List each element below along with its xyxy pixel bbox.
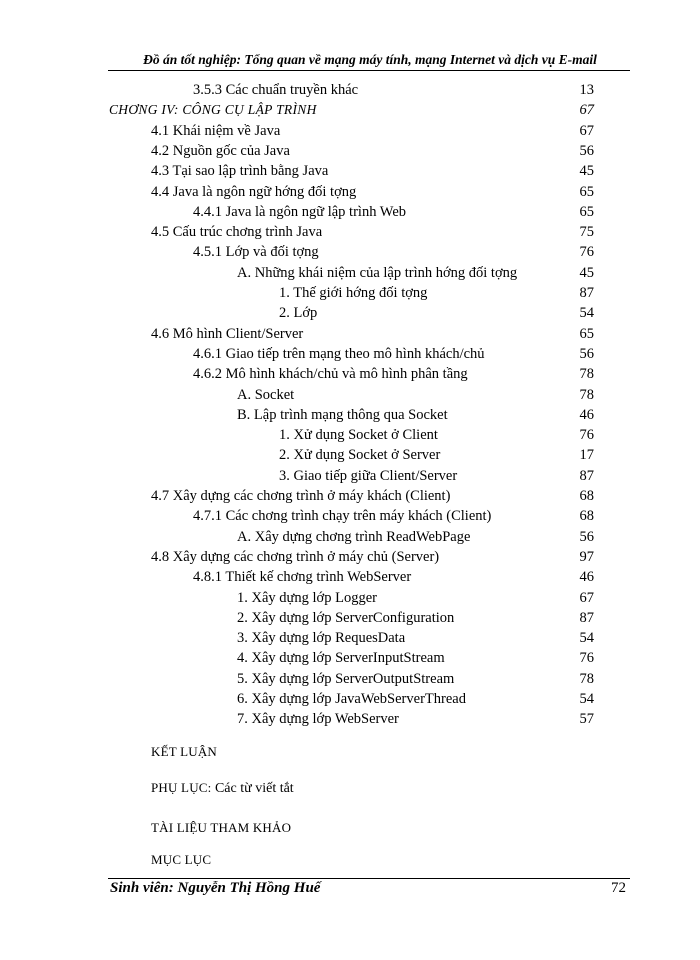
toc-entry-title: CHƠNG IV: CÔNG CỤ LẬP TRÌNH (109, 102, 317, 118)
toc-entry-title: 6. Xây dựng lớp JavaWebServerThread (237, 691, 466, 707)
toc-entry-title: 7. Xây dựng lớp WebServer (237, 711, 399, 728)
toc-row (0, 303, 700, 323)
toc-entry-page: 46 (579, 569, 594, 586)
toc-entry-title: 4.2 Nguồn gốc của Java (151, 142, 290, 159)
toc-entry-title: 4.5 Cấu trúc chơng trình Java (151, 224, 323, 241)
toc-entry-page: 68 (579, 488, 594, 504)
toc-entry-title: 4.8.1 Thiết kế chơng trình WebServer (193, 569, 412, 586)
toc-entry-page: 46 (579, 406, 594, 423)
toc-row (0, 547, 700, 567)
toc-entry-page: 76 (579, 427, 594, 444)
toc-entry-page: 45 (579, 264, 594, 281)
toc-entry-page: 13 (579, 82, 594, 98)
toc-entry-title: 4.6.2 Mô hình khách/chủ và mô hình phân tầng (193, 366, 468, 383)
toc-entry-title: 4.4.1 Java là ngôn ngữ lập trình Web (193, 203, 407, 220)
toc-row (0, 182, 700, 202)
toc-row (0, 709, 700, 729)
toc-entry-page: 87 (579, 609, 594, 626)
toc-entry-title: A. Xây dựng chơng trình ReadWebPage (237, 528, 471, 545)
toc-entry-title: 1. Xây dựng lớp Logger (237, 589, 377, 606)
toc-entry-page: 56 (579, 345, 594, 362)
toc-entry-page: 76 (579, 244, 594, 261)
toc-entry-title: 3. Xây dựng lớp RequesData (237, 630, 406, 647)
toc-row (0, 425, 700, 445)
toc-entry-page: 56 (579, 528, 594, 545)
toc-row (0, 608, 700, 628)
toc-entry-page: 97 (579, 548, 594, 565)
toc-entry-page: 56 (579, 142, 594, 159)
toc-entry-page: 54 (579, 691, 594, 707)
toc-entry-title: 5. Xây dựng lớp ServerOutputStream (237, 670, 455, 687)
toc-row (0, 628, 700, 648)
toc-row (0, 121, 700, 141)
toc-row (0, 689, 700, 709)
toc-entry-title: A. Những khái niệm của lập trình hớng đối tợng (237, 264, 518, 281)
toc-row (0, 385, 700, 405)
toc-entry-page: 67 (579, 122, 594, 139)
toc-row (0, 141, 700, 161)
toc-row (0, 567, 700, 587)
footer-author: Sinh viên: Nguyễn Thị Hồng Huế (110, 880, 321, 896)
running-header: Đồ án tốt nghiệp: Tổng quan về mạng máy tính, mạng Internet và dịch vụ E-mail (143, 52, 597, 67)
toc-row (0, 283, 700, 303)
header-rule (108, 70, 630, 71)
toc-entry-title: 3.5.3 Các chuẩn truyền khác (193, 82, 359, 98)
contents-label: MỤC LỤC (151, 852, 212, 867)
toc-entry-title: 4.4 Java là ngôn ngữ hớng đối tợng (151, 183, 357, 200)
toc-entry-title: 2. Lớp (279, 305, 318, 322)
toc-row (0, 364, 700, 384)
toc-entry-title: 1. Xử dụng Socket ở Client (279, 427, 438, 444)
references-label: TÀI LIỆU THAM KHẢO (151, 820, 292, 835)
toc-entry-title: 4.5.1 Lớp và đối tợng (193, 244, 319, 261)
toc-entry-title: 4.7.1 Các chơng trình chạy trên máy khách (Client) (193, 508, 492, 525)
toc-entry-page: 54 (579, 630, 594, 647)
toc-entry-page: 17 (579, 447, 594, 464)
toc-entry-title: 4.6.1 Giao tiếp trên mạng theo mô hình khách/chủ (193, 345, 485, 362)
toc-entry-page: 78 (579, 386, 594, 403)
toc-entry-page: 78 (579, 366, 594, 383)
toc-row (0, 648, 700, 668)
toc-entry-page: 45 (579, 163, 594, 180)
references-heading (151, 820, 291, 837)
toc-entry-title: 4.3 Tại sao lập trình bằng Java (151, 163, 329, 180)
toc-entry-page: 75 (579, 224, 594, 241)
toc-row (0, 506, 700, 526)
appendix-heading (151, 780, 294, 797)
toc-entry-title: 2. Xử dụng Socket ở Server (279, 447, 441, 464)
toc-row (0, 405, 700, 425)
appendix-label: PHỤ LỤC: (151, 780, 212, 795)
contents-heading (151, 852, 211, 869)
toc-row (0, 161, 700, 181)
toc-entry-page: 67 (579, 589, 594, 606)
appendix-text: Các từ viết tắt (214, 781, 294, 796)
toc-row (0, 263, 700, 283)
toc-entry-title: 1. Thế giới hớng đối tợng (279, 285, 428, 301)
toc-row (0, 242, 700, 262)
toc-entry-page: 78 (579, 670, 594, 687)
toc-row (0, 202, 700, 222)
toc-entry-title: 4.6 Mô hình Client/Server (151, 325, 304, 342)
toc-entry-page: 65 (579, 183, 594, 200)
toc-entry-page: 68 (579, 508, 594, 525)
toc-entry-title: 4.7 Xây dựng các chơng trình ở máy khách (Client) (151, 488, 451, 504)
conclusion-heading (151, 744, 217, 761)
toc-row (0, 466, 700, 486)
toc-entry-title: A. Socket (237, 386, 295, 403)
toc-row (0, 344, 700, 364)
toc-entry-page: 87 (579, 285, 594, 301)
toc-entry-title: 4.1 Khái niệm về Java (151, 122, 281, 139)
toc-row (0, 588, 700, 608)
toc-entry-page: 65 (579, 325, 594, 342)
toc-row (0, 222, 700, 242)
footer-rule (108, 878, 630, 879)
toc-entry-page: 65 (579, 203, 594, 220)
toc-row (0, 486, 700, 506)
toc-row (0, 80, 700, 100)
toc-chapter-row (0, 100, 700, 120)
conclusion-label: KẾT LUẬN (151, 744, 217, 759)
toc-entry-page: 57 (579, 711, 594, 728)
footer-page-number: 72 (611, 880, 626, 896)
toc-entry-page: 67 (579, 102, 594, 119)
toc-entry-title: B. Lập trình mạng thông qua Socket (237, 406, 448, 423)
toc-row (0, 669, 700, 689)
toc-row (0, 527, 700, 547)
toc-entry-title: 3. Giao tiếp giữa Client/Server (279, 467, 458, 484)
toc-entry-page: 54 (579, 305, 594, 322)
toc-entry-title: 4. Xây dựng lớp ServerInputStream (237, 650, 445, 667)
toc-row (0, 445, 700, 465)
toc-entry-title: 4.8 Xây dựng các chơng trình ở máy chủ (Server) (151, 548, 440, 565)
toc-entry-title: 2. Xây dựng lớp ServerConfiguration (237, 609, 455, 626)
toc-entry-page: 87 (579, 467, 594, 484)
toc-entry-page: 76 (579, 650, 594, 667)
toc-row (0, 324, 700, 344)
